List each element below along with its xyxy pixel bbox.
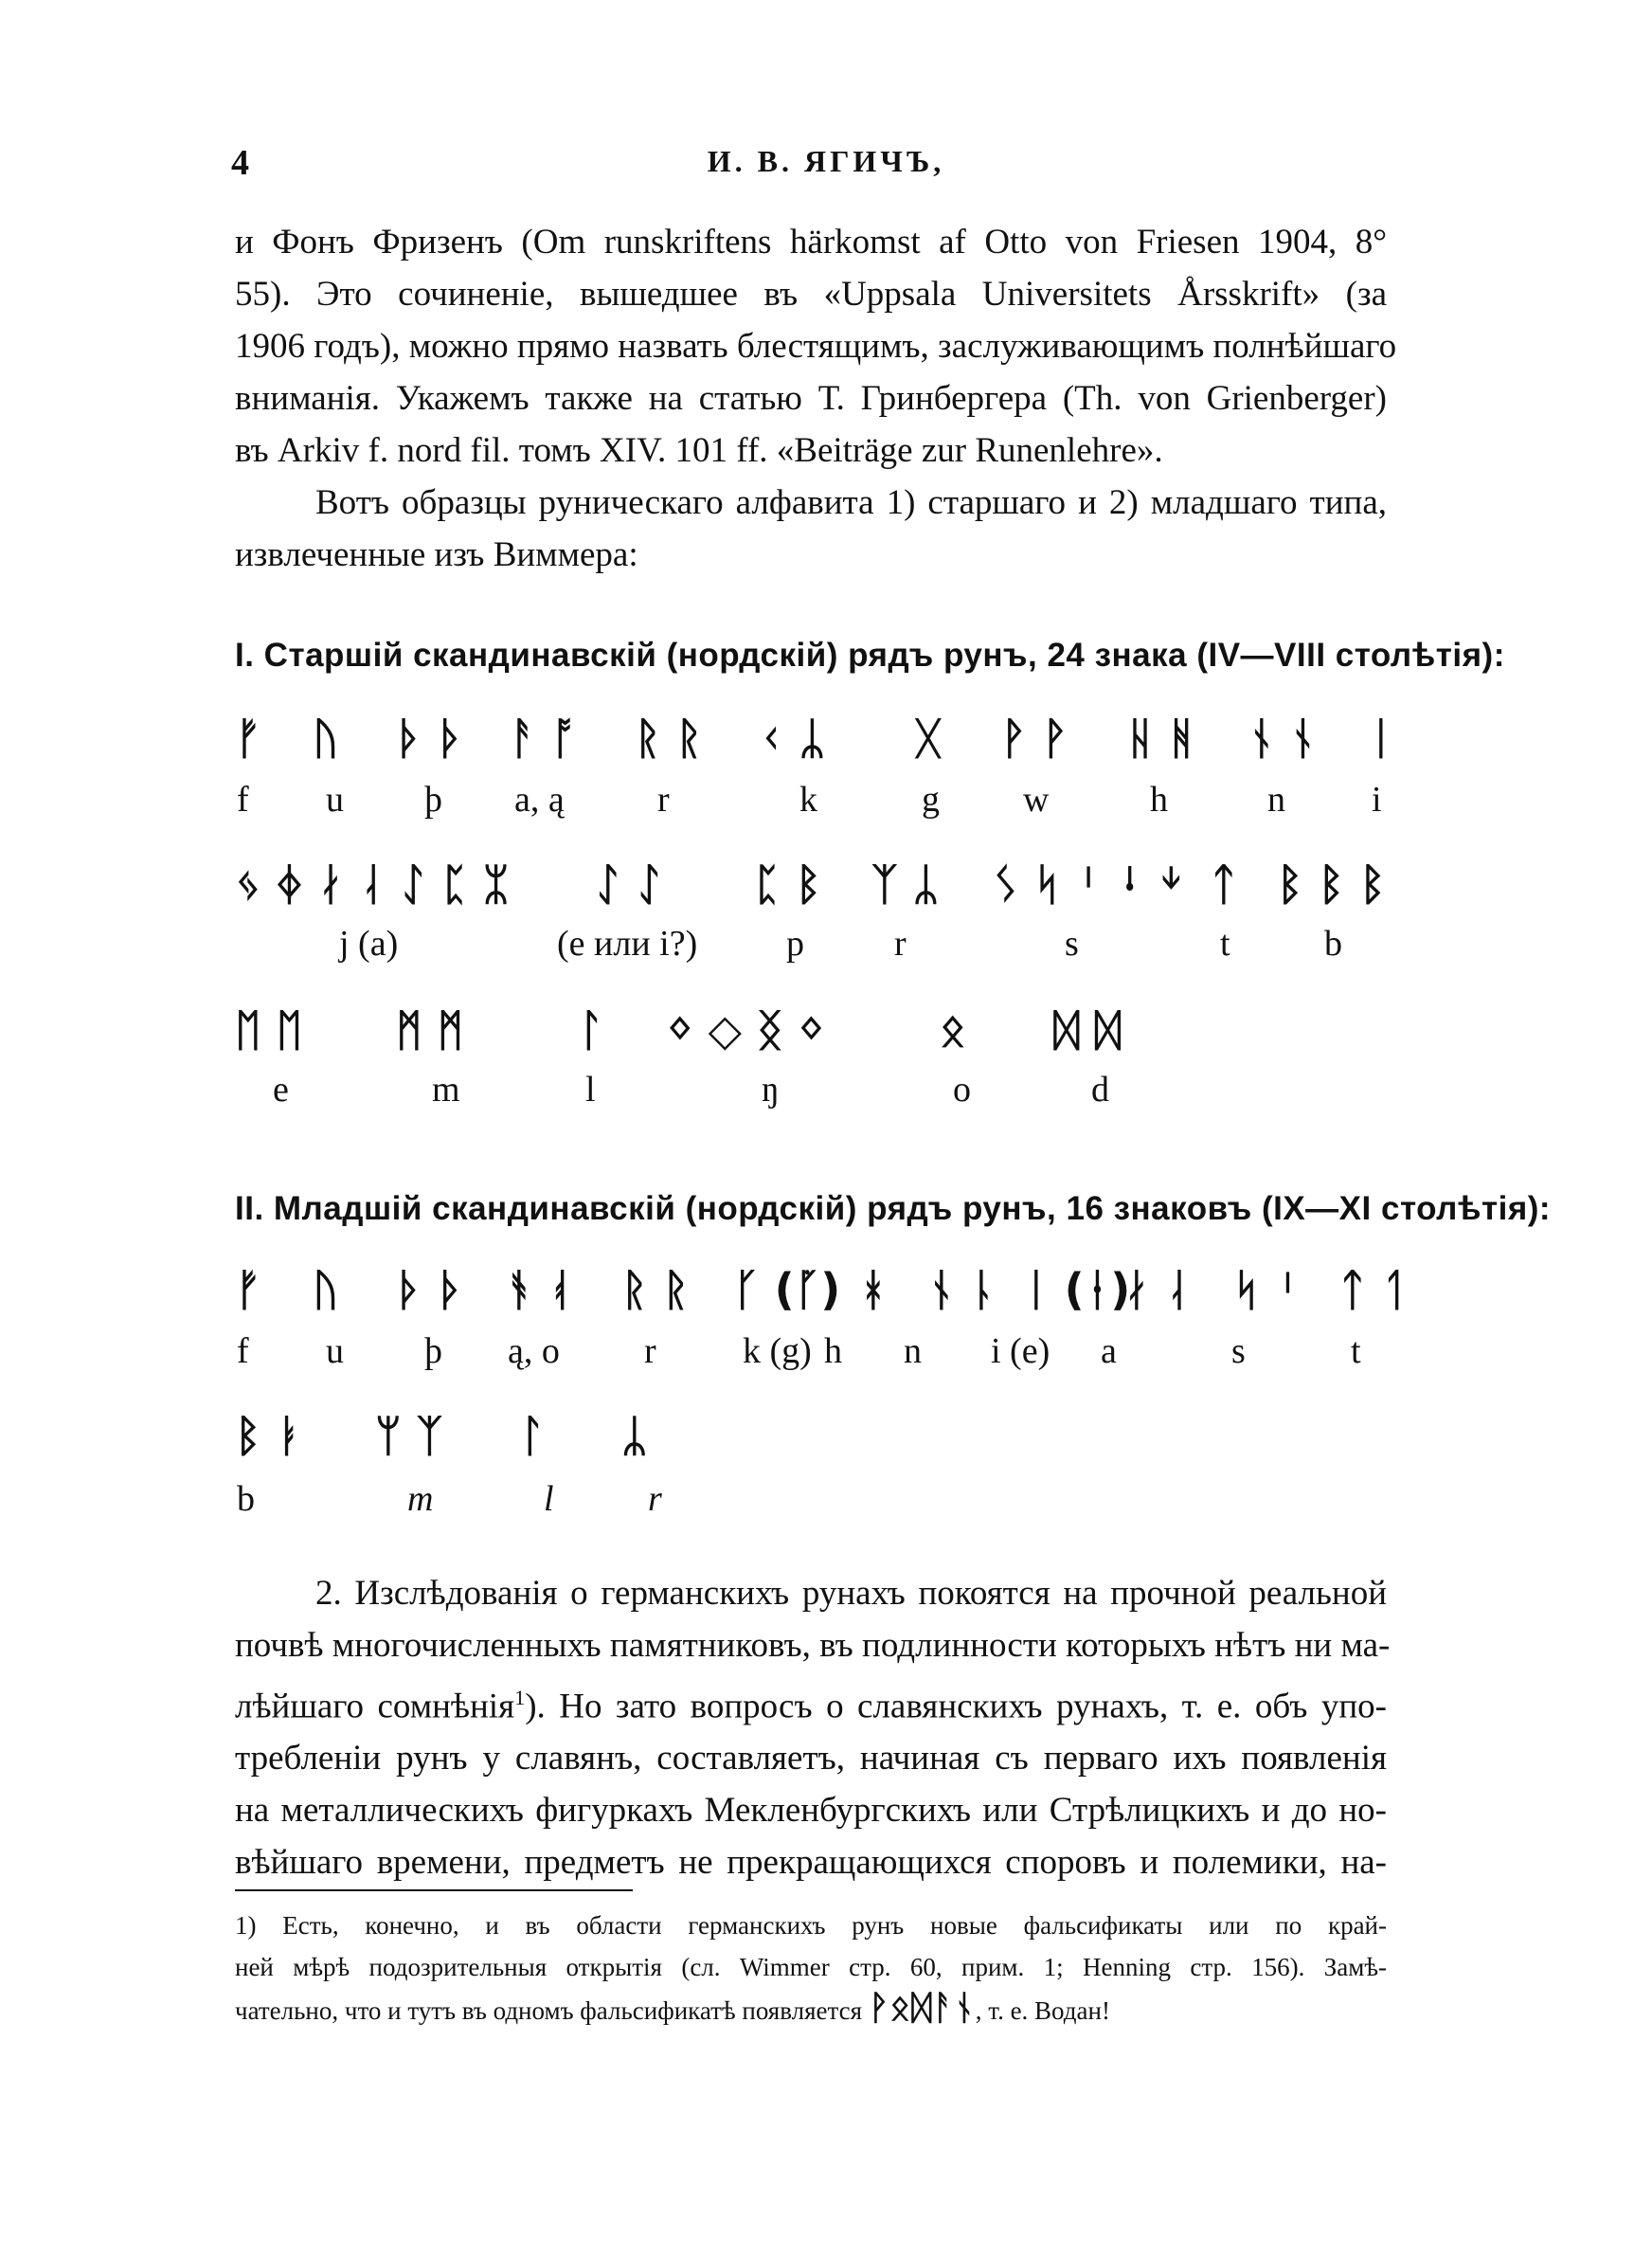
younger-rune-row-2 [235,1410,1400,1467]
elder-rune-row-2 [235,858,1400,915]
footnote-line [235,1988,1387,2031]
latin-letter: i [1372,780,1382,820]
rune-glyph: ᛏ ᛐ [1339,1264,1408,1315]
footnote-line: 1) Есть, конечно, и въ области германскихъ рунъ новые фальсификаты или по край- [235,1911,1387,1940]
section-2-paragraph [235,1567,1391,1888]
text-line: въ Arkiv f. nord fil. томъ XIV. 101 ff. «Beiträge zur Runenlehre». [235,431,1163,470]
rune-glyph: ᚠ [235,1264,261,1315]
rune-glyph: ᚺ ᚻ [1127,713,1195,764]
latin-letter: f [237,780,249,820]
latin-letter: s [1231,1331,1246,1371]
younger-latin-row-1 [235,1330,1400,1378]
text-line: 2. Изслѣдованія о германскихъ рунахъ покоятся на прочной реальной [315,1574,1387,1613]
latin-letter: w [1023,780,1050,820]
text-line: требленіи рунъ у славянъ, составляетъ, начиная съ перваго ихъ появленія [235,1739,1387,1779]
latin-letter: k [799,780,817,820]
page-number: 4 [231,143,249,183]
latin-letter: p [786,924,804,964]
rune-glyph: ᛁ [1368,713,1394,764]
running-head: И. В. ЯГИЧЪ, [707,144,945,178]
elder-latin-row-2 [235,923,1400,970]
text-line: 1906 годъ), можно прямо назвать блестящимъ, заслуживающимъ полнѣйшаго [235,327,1397,366]
latin-letter: r [894,924,907,964]
rune-glyph: ᚴ (ᚵ) [733,1264,841,1315]
rune-glyph: ᛏ [1211,858,1237,910]
text-line: почвѣ многочисленныхъ памятниковъ, въ подлинности которыхъ нѣтъ ни ма- [235,1626,1391,1665]
younger-latin-row-2 [235,1478,1400,1526]
latin-letter: ą, o [508,1331,560,1371]
elder-futhark-heading: I. Старшій скандинавскій (нордскій) рядъ рунъ, 24 знака (IV—VIII столѣтія): [235,637,1505,674]
latin-letter: a [1101,1331,1117,1371]
latin-letter: þ [424,1331,442,1371]
text-fragment: ). Но зато вопросъ о славянскихъ рунахъ, т. е. объ упо- [525,1687,1387,1726]
elder-rune-row-1 [235,713,1400,769]
rune-glyph: ᛒ ᛓ [235,1410,303,1461]
text-fragment: лѣйшаго сомнѣнія [235,1687,515,1726]
latin-letter: g [922,780,940,820]
footnote [235,1905,1387,2031]
rune-glyph: ᚨ ᚩ [510,713,578,764]
text-line: Вотъ образцы руническаго алфавита 1) старшаго и 2) младшаго типа, [315,483,1387,522]
latin-letter: n [904,1331,922,1371]
rune-glyph: ᛖ ᛖ [235,1004,303,1056]
rune-glyph: ᛞ ᛞ [1053,1004,1122,1056]
latin-letter: u [326,1331,344,1371]
rune-glyph: ᛁ (ᛂ) [1023,1264,1131,1315]
latin-letter: l [544,1479,554,1519]
text-line: 55). Это сочиненіе, вышедшее въ «Uppsala Universitets Årsskrift» (за [235,275,1387,314]
latin-letter: f [237,1331,249,1371]
latin-letter: ŋ [762,1070,780,1110]
footnote-marker[interactable]: 1 [514,1686,526,1709]
latin-letter: u [326,780,344,820]
rune-glyph: ᛘ ᛉ [375,1410,443,1461]
rune-glyph: ᛒ ᛒ ᛒ [1277,858,1386,910]
rune-glyph: ᛅ ᛆ [1123,1264,1192,1315]
elder-latin-row-3 [235,1069,1400,1116]
rune-glyph: ᚱ ᚱ [635,713,703,764]
latin-letter: r [644,1331,656,1371]
rune-glyph: ᛋ ᛌ [1233,1264,1302,1315]
rune-glyph: ᛜ ◇ ᛝ ᛜ [667,1004,825,1056]
latin-letter: h [824,1331,842,1371]
text-line: вѣйшаго времени, предметъ не прекращающихся споровъ и полемики, на- [235,1843,1387,1883]
latin-letter: m [407,1479,434,1519]
latin-letter: r [648,1479,662,1519]
latin-letter: h [1150,780,1168,820]
latin-letter: d [1091,1070,1109,1110]
latin-letter: t [1351,1331,1361,1371]
latin-letter: b [237,1479,255,1519]
text-line: и Фонъ Фризенъ (Om runskriftens härkomst af Otto von Friesen 1904, 8° [235,223,1387,262]
rune-glyph: ᛟ [940,1004,966,1056]
rune-glyph: ᛇ ᛇ [595,858,663,910]
rune-glyph: ᚦ ᚦ [396,1264,464,1315]
rune-glyph: ᛈ ᛒ [754,858,822,910]
latin-letter: i (e) [991,1331,1050,1371]
latin-letter: þ [424,780,442,820]
elder-latin-row-1 [235,779,1400,826]
text-line: извлеченные изъ Виммера: [235,535,638,574]
rune-glyph: ᚲ ᛦ [758,713,826,764]
younger-rune-row-1 [235,1264,1408,1321]
rune-glyph: ᛚ [519,1410,546,1461]
latin-letter: a, ą [514,780,565,820]
latin-letter: (e или i?) [557,924,698,964]
latin-letter: k (g) [743,1331,812,1371]
text-line: на металлическихъ фигуркахъ Мекленбургскихъ или Стрѣлицкихъ и до но- [235,1791,1387,1831]
rune-glyph: ᛃ ᛄ ᛅ ᛆ ᛇ ᛈ ᛯ [235,858,510,910]
rune-glyph: ᚢ [313,713,339,764]
footnote-rule [235,1889,633,1891]
rune-glyph: ᛉ ᛦ [871,858,940,910]
rune-glyph: ᚢ [313,1264,339,1315]
rune-glyph: ᚦ ᚦ [396,713,464,764]
rune-glyph: ᚬ ᚮ [506,1264,574,1315]
footnote-line: ней мѣрѣ подозрительныя открытія (сл. Wimmer стр. 60, прим. 1; Henning стр. 156). Замѣ- [235,1953,1387,1981]
rune-glyph: ᚹ ᚹ [1000,713,1068,764]
latin-letter: b [1324,924,1342,964]
rune-glyph: ᚼ [860,1264,887,1315]
latin-letter: e [273,1070,289,1110]
latin-letter: o [953,1070,971,1110]
latin-letter: l [585,1070,596,1110]
rune-glyph: ᛚ [578,1004,604,1056]
younger-futhark-heading: II. Младшій скандинавскій (нордскій) рядъ рунъ, 16 знаковъ (IX—XI столѣтія): [235,1190,1552,1227]
latin-letter: r [657,780,670,820]
intro-paragraph [235,216,1397,581]
rune-glyph: ᛊ ᛋ ᛌ ᛍ ᛎ [993,858,1185,910]
rune-glyph: ᚾ ᚿ [928,1264,997,1315]
text-line: вниманія. Укажемъ также на статью Т. Гринбергера (Th. von Grienberger) [235,379,1387,418]
rune-glyph: ᚱ ᚱ [621,1264,690,1315]
rune-inscription: ᚹᛟᛞᚨᚾ [868,1989,976,2028]
rune-glyph: ᚷ [915,713,942,764]
text-fragment: чательно, что и тутъ въ одномъ фальсификатѣ появляется [235,1996,869,2025]
rune-glyph: ᛗ ᛗ [396,1004,464,1056]
rune-glyph: ᚾ ᚾ [1248,713,1317,764]
latin-letter: n [1267,780,1285,820]
latin-letter: m [432,1070,460,1110]
text-fragment: , т. е. Водан! [975,1996,1110,2025]
latin-letter: t [1220,924,1230,964]
latin-letter: s [1065,924,1079,964]
text-line [235,1671,1387,1732]
rune-glyph: ᚠ [235,713,261,764]
elder-rune-row-3 [235,1004,1400,1061]
latin-letter: j (a) [339,924,399,964]
rune-glyph: ᛦ [621,1410,648,1461]
